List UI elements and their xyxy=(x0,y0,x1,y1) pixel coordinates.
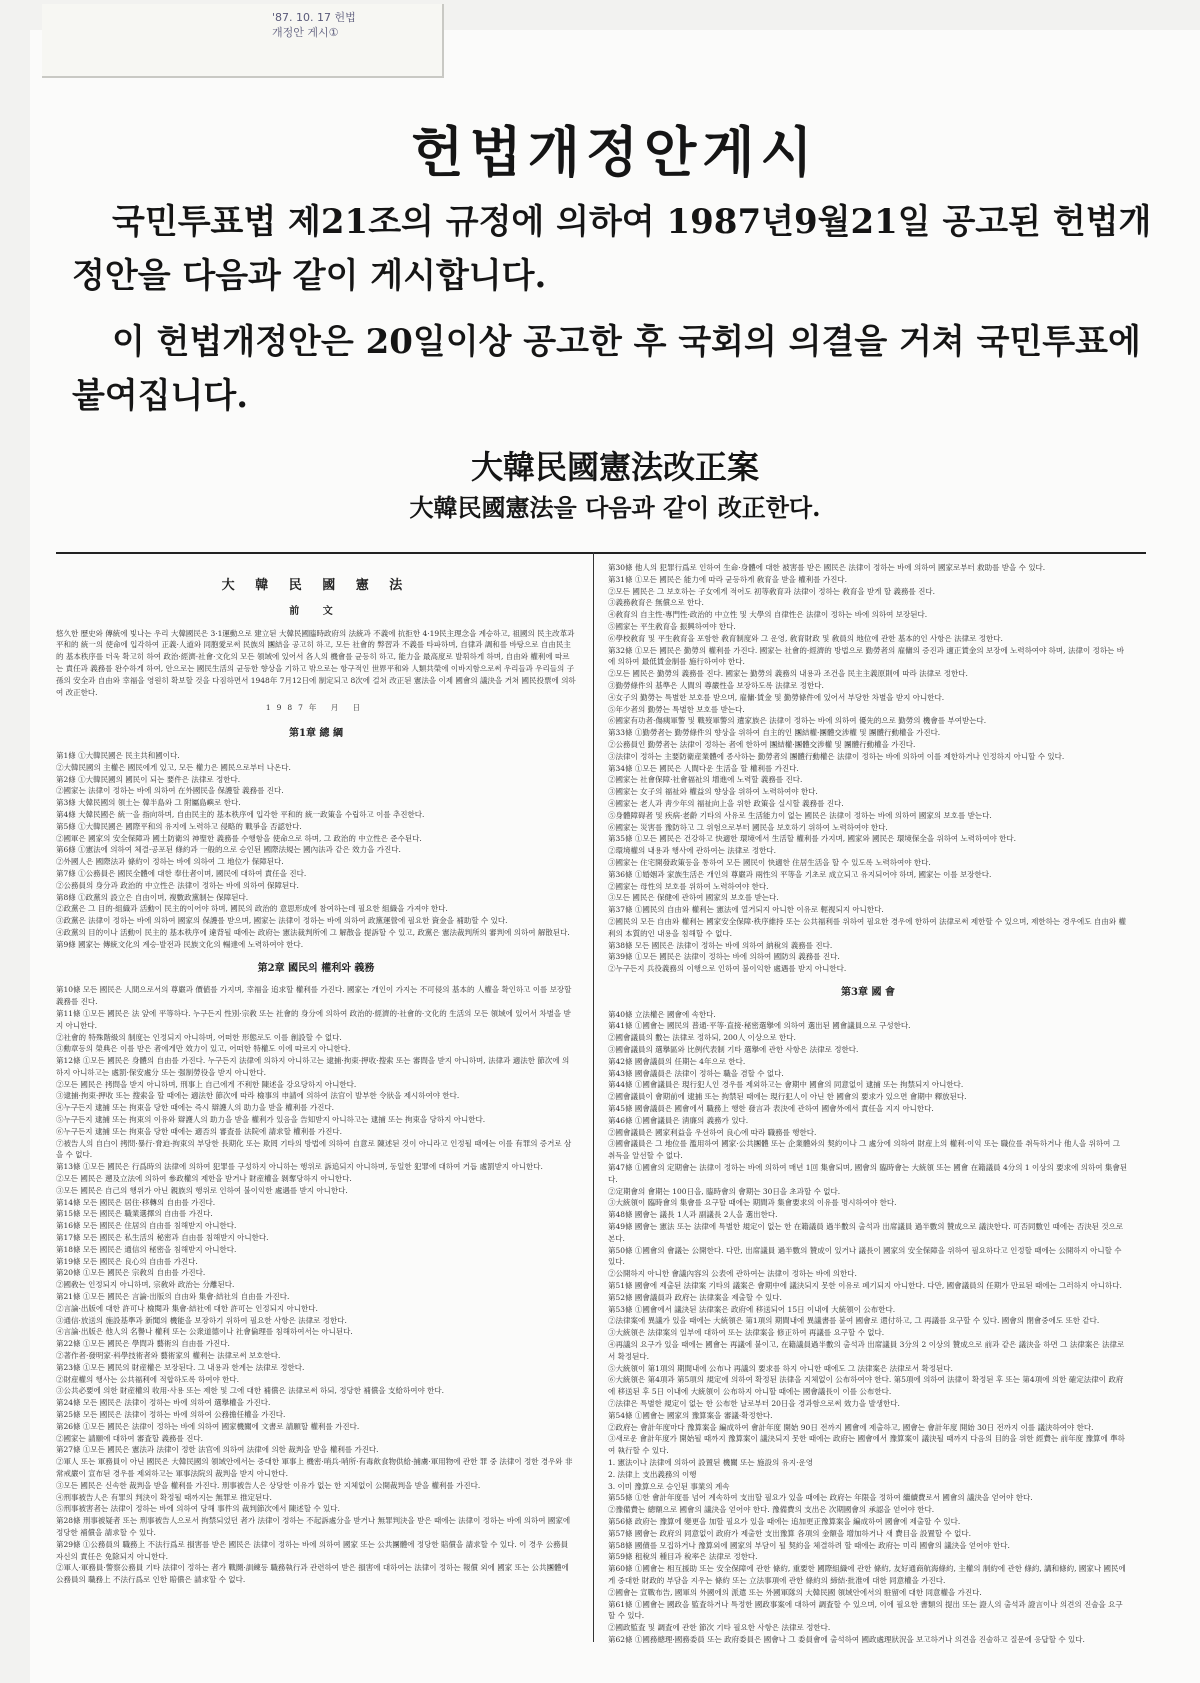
article-paragraph: ②國會議員의 數는 法律로 정하되, 200人 이상으로 한다. xyxy=(608,1033,796,1043)
article-paragraph: 第54條 ①國會는 國家의 豫算案을 審議·확정한다. xyxy=(608,1410,773,1420)
article-paragraph: ⑤身體障碍者 및 疾病·老齡 기타의 사유로 生活能力이 없는 國民은 法律이 정하는 바에 의하여 國家의 보호를 받는다. xyxy=(608,810,992,820)
article-paragraph: 第22條 ①모든 國民은 學問과 藝術의 自由를 가진다. xyxy=(56,1339,230,1349)
article-paragraph: 第39條 ①모든 國民은 法律이 정하는 바에 의하여 國防의 義務를 진다. xyxy=(608,952,840,962)
article-paragraph: 第35條 ①모든 國民은 건강하고 快適한 環境에서 生活할 權利를 가지며, 國家와 國民은 環境保全을 위하여 노력하여야 한다. xyxy=(608,834,1017,844)
article-paragraph: 第17條 모든 國民은 私生活의 秘密과 自由를 침해받지 아니한다. xyxy=(56,1233,269,1243)
article-paragraph: 第40條 立法權은 國會에 속한다. xyxy=(608,1009,716,1019)
article-paragraph: 第7條 ①公務員은 國民全體에 대한 奉仕者이며, 國民에 대하여 責任을 진다. xyxy=(56,868,307,878)
article-paragraph: ②外國人은 國際法과 條約이 정하는 바에 의하여 그 地位가 保障된다. xyxy=(56,857,284,867)
article-paragraph: 第20條 ①모든 國民은 宗敎의 自由를 가진다. xyxy=(56,1268,206,1278)
article-paragraph: 第44條 ①國會議員은 現行犯人인 경우를 제외하고는 會期中 國會의 同意없이 逮捕 또는 拘禁되지 아니한다. xyxy=(608,1080,964,1090)
article-paragraph: ②國家는 社會保障·社會福祉의 增進에 노력할 義務를 진다. xyxy=(608,775,803,785)
left-column xyxy=(56,562,576,1637)
page-title: 헌법개정안게시 xyxy=(411,120,819,184)
article-paragraph: ②모든 國民은 勤勞의 義務를 진다. 國家는 勤勞의 義務의 내용과 조건을 民主主義原則에 따라 法律로 정한다. xyxy=(608,669,968,679)
article-paragraph: 第47條 ①國會의 定期會는 法律이 정하는 바에 의하여 매년 1回 集會되며, 國會의 臨時會는 大統領 또는 國會 在籍議員 4分의 1 이상의 要求에 의하여 集會된다. xyxy=(608,1163,1128,1184)
article-paragraph: ②軍人·軍務員·警察公務員 기타 法律이 정하는 者가 戰鬪·訓練등 職務執行과 관련하여 받은 損害에 대하여는 法律이 정하는 報償 외에 國家 또는 公共團體에 公務員의 職務上 不法行爲로 인한 賠償은 請求할 수 없다. xyxy=(56,1563,569,1585)
article-paragraph: ③모든 國民은 保健에 관하여 國家의 보호를 받는다. xyxy=(608,893,779,903)
article-paragraph: 第23條 ①모든 國民의 財産權은 보장된다. 그 내용과 한계는 法律로 정한다. xyxy=(56,1362,305,1372)
article-paragraph: 第5條 ①大韓民國은 國際平和의 유지에 노력하고 侵略的 戰爭을 否認한다. xyxy=(56,821,302,831)
article-paragraph: 第53條 ①國會에서 議決된 法律案은 政府에 移送되어 15日 이내에 大統領이 公布한다. xyxy=(608,1304,896,1314)
article-paragraph: ④再議의 요구가 있을 때에는 國會는 再議에 붙이고, 在籍議員過半數의 출석과 出席議員 3分의 2 이상의 贊成으로 前과 같은 議決을 하면 그 法律案은 法律로서 확정된다. xyxy=(608,1340,1125,1361)
article-paragraph: 第8條 ①政黨의 設立은 自由이며, 複數政黨制는 保障된다. xyxy=(56,892,249,902)
article-list xyxy=(56,984,576,1586)
article-paragraph: ②豫備費는 總額으로 國會의 議決을 얻어야 한다. 豫備費의 支出은 次期國會의 承認을 얻어야 한다. xyxy=(608,1505,935,1515)
article-paragraph: ②모든 國民은 그 보호하는 子女에게 적어도 初等敎育과 法律이 정하는 敎育을 받게 할 義務를 진다. xyxy=(608,586,935,596)
article-paragraph: ③國家는 住宅開發政策등을 통하여 모든 國民이 快適한 住居生活을 할 수 있도록 노력하여야 한다. xyxy=(608,857,931,867)
article-paragraph: 第16條 모든 國民은 住居의 自由를 침해받지 아니한다. xyxy=(56,1221,237,1231)
article-paragraph: 第43條 國會議員은 法律이 정하는 職을 겸할 수 없다. xyxy=(608,1068,784,1078)
amendment-subtitle: 大韓民國憲法을 다음과 같이 改正한다. xyxy=(409,493,821,522)
article-paragraph: ③逮捕·拘束·押收 또는 搜索을 할 때에는 適法한 節次에 따라 檢事의 申請에 의하여 法官이 발부한 令狀을 제시하여야 한다. xyxy=(56,1091,460,1101)
article-paragraph: 第61條 ①國會는 國政을 監査하거나 특정한 國政事案에 대하여 調査할 수 있으며, 이에 필요한 書類의 提出 또는 證人의 출석과 證言이나 의견의 진술을 요구할 수 있다. xyxy=(608,1599,1123,1621)
article-paragraph: ③모든 國民은 신속한 裁判을 받을 權利를 가진다. 刑事被告人은 상당한 이유가 없는 한 지체없이 公開裁判을 받을 權利를 가진다. xyxy=(56,1480,481,1490)
article-paragraph: 3. 이미 豫算으로 승인된 事業의 계속 xyxy=(608,1481,730,1491)
article-paragraph: 第18條 모든 國民은 通信의 秘密을 침해받지 아니한다. xyxy=(56,1244,237,1254)
preamble-text: 悠久한 歷史와 傳統에 빛나는 우리 大韓國民은 3·1運動으로 建立된 大韓民國臨時政府의 法統과 不義에 抗拒한 4·19民主理念을 계승하고, 祖國의 民主改革과 平和的 統一의 使命에 입각하여 正義·人道와 同胞愛로써 民族의 團結을 공고히 하고, 모든 社會的 弊習과 不義를 타파하며, 自律과 調和를 바탕으로 自由民主的 基本秩序를 더욱 확고히 하여 政治·經濟·社會·文化의 모든 領域에 있어서 各人의 機會를 균등히 하고, 能力을 最高度로 발휘하게 하며, 自由와 權利에 따르는 責任과 義務를 완수하게 하여, 안으로는 國民生活의 균등한 향상을 기하고 밖으로는 항구적인 世界平和와 人類共榮에 이바지함으로써 우리들과 우리들의 子孫의 安全과 自由와 幸福을 영원히 확보할 것을 다짐하면서 1948年 7月12日에 制定되고 8次에 걸쳐 改正된 憲法을 이제 國會의 議決을 거쳐 國民投票에 의하여 改正한다. xyxy=(56,628,576,697)
article-paragraph: 第46條 ①國會議員은 淸廉의 義務가 있다. xyxy=(608,1115,749,1125)
article-paragraph: ③새로운 會計年度가 開始될 때까지 豫算案이 議決되지 못한 때에는 政府는 國會에서 豫算案이 議決될 때까지 다음의 目的을 위한 經費는 前年度 豫算에 準하여 執行할 수 있다. xyxy=(608,1434,1125,1456)
article-list xyxy=(608,1009,1128,1646)
chapter-heading: 第3章 國 會 xyxy=(841,986,895,998)
law-title: 大 韓 民 國 憲 法 xyxy=(221,578,411,593)
article-paragraph: 第31條 ①모든 國民은 能力에 따라 균등하게 敎育을 받을 權利를 가진다. xyxy=(608,574,848,584)
article-paragraph: 第26條 ①모든 國民은 法律이 정하는 바에 의하여 國家機關에 文書로 請願할 權利를 가진다. xyxy=(56,1421,360,1431)
article-paragraph: 第9條 國家는 傳統文化의 계승·발전과 民族文化의 暢達에 노력하여야 한다. xyxy=(56,939,304,949)
article-paragraph: ②著作者·發明家·科學技術者와 藝術家의 權利는 法律로써 보호한다. xyxy=(56,1351,281,1361)
chapter-heading: 第1章 總 綱 xyxy=(289,728,343,740)
article-paragraph: 第38條 모든 國民은 法律이 정하는 바에 의하여 納稅의 義務를 진다. xyxy=(608,940,833,950)
chapter-heading: 第2章 國民의 權利와 義務 xyxy=(257,962,375,974)
article-paragraph: ③義務敎育은 無償으로 한다. xyxy=(608,598,704,608)
article-paragraph: ②政黨은 그 目的·組織과 活動이 民主的이어야 하며, 國民의 政治的 意思形成에 참여하는데 필요한 組織을 가져야 한다. xyxy=(56,904,448,914)
article-paragraph: 第34條 ①모든 國民은 人間다운 生活을 할 權利를 가진다. xyxy=(608,763,799,773)
article-paragraph: 第41條 ①國會는 國民의 普通·平等·直接·秘密選擧에 의하여 選出된 國會議員으로 구성한다. xyxy=(608,1021,911,1031)
article-paragraph: 第33條 ①勤勞者는 勤勞條件의 향상을 위하여 自主的인 團結權·團體交涉權 및 團體行動權을 가진다. xyxy=(608,728,941,738)
archive-label-text: '87. 10. 17 헌법 개정안 게시① xyxy=(272,11,356,39)
article-paragraph: ②國政監査 및 調査에 관한 節次 기타 필요한 사항은 法律로 정한다. xyxy=(608,1623,831,1633)
article-paragraph: 第59條 租稅의 種目과 稅率은 法律로 정한다. xyxy=(608,1552,758,1562)
article-paragraph: 2. 法律上 支出義務의 이행 xyxy=(608,1469,697,1479)
article-paragraph: ③모든 國民은 自己의 행위가 아닌 親族의 행위로 인하여 불이익한 處遇를 받지 아니한다. xyxy=(56,1185,348,1195)
article-paragraph: ③通信·放送의 施設基準과 新聞의 機能을 보장하기 위하여 필요한 사항은 法律로 정한다. xyxy=(56,1315,347,1325)
article-paragraph: ⑤年少者의 勤勞는 특별한 보호를 받는다. xyxy=(608,704,745,714)
article-paragraph: 第1條 ①大韓民國은 民主共和國이다. xyxy=(56,750,180,760)
article-paragraph: ④言論·出版은 他人의 名譽나 權利 또는 公衆道德이나 社會倫理를 침해하여서는 아니된다. xyxy=(56,1327,353,1337)
article-paragraph: 第12條 ①모든 國民은 身體의 自由를 가진다. 누구든지 法律에 의하지 아니하고는 逮捕·拘束·押收·搜索 또는 審問을 받지 아니하며, 法律과 適法한 節次에 의하지 아니하고는 處罰·保安處分 또는 强制勞役을 받지 아니한다. xyxy=(56,1056,570,1077)
article-paragraph: 1. 憲法이나 法律에 의하여 設置된 機關 또는 施設의 유지·운영 xyxy=(608,1457,814,1467)
article-paragraph: 第51條 國會에 제출된 法律案 기타의 議案은 會期中에 議決되지 못한 이유로 폐기되지 아니한다. 다만, 國會議員의 任期가 만료된 때에는 그러하지 아니하다. xyxy=(608,1281,1122,1291)
article-list xyxy=(608,562,1128,975)
article-paragraph: ④國家는 老人과 靑少年의 福祉向上을 위한 政策을 실시할 義務를 진다. xyxy=(608,798,844,808)
article-paragraph: 第50條 ①國會의 會議는 公開한다. 다만, 出席議員 過半數의 贊成이 있거나 議長이 國家의 安全保障을 위하여 필요하다고 인정할 때에는 公開하지 아니할 수 있다. xyxy=(608,1245,1122,1267)
article-paragraph: ④敎育의 自主性·專門性·政治的 中立性 및 大學의 自律性은 法律이 정하는 바에 의하여 보장된다. xyxy=(608,610,928,620)
article-paragraph: 第56條 政府는 豫算에 變更을 加할 필요가 있을 때에는 追加更正豫算案을 編成하여 國會에 제출할 수 있다. xyxy=(608,1516,961,1526)
article-paragraph: ⑤大統領이 第1項의 期間내에 公布나 再議의 要求를 하지 아니한 때에도 그 法律案은 法律로서 확정된다. xyxy=(608,1363,953,1373)
article-paragraph: ⑤國家는 平生敎育을 振興하여야 한다. xyxy=(608,621,736,631)
article-paragraph: ②國民의 모든 自由와 權利는 國家安全保障·秩序維持 또는 公共福利를 위하여 필요한 경우에 한하여 法律로써 제한할 수 있으며, 제한하는 경우에도 自由와 權利의 本質的인 내용을 침해할 수 없다. xyxy=(608,916,1126,938)
article-paragraph: 第58條 國債를 모집하거나 豫算외에 國家의 부담이 될 契約을 체결하려 할 때에는 政府는 미리 國會의 議決을 얻어야 한다. xyxy=(608,1540,1010,1550)
article-paragraph: ⑦法律은 특별한 規定이 없는 한 公布한 날로부터 20日을 경과함으로써 效力을 발생한다. xyxy=(608,1398,900,1408)
article-paragraph: 第4條 大韓民國은 統一을 指向하며, 自由民主的 基本秩序에 입각한 平和的 統一政策을 수립하고 이를 추진한다. xyxy=(56,809,425,819)
amendment-title: 大韓民國憲法改正案 xyxy=(470,448,759,486)
article-paragraph: 第27條 ①모든 國民은 憲法과 法律이 정한 法官에 의하여 法律에 의한 裁判을 받을 權利를 가진다. xyxy=(56,1445,379,1455)
article-paragraph: 第62條 ①國務總理·國務委員 또는 政府委員은 國會나 그 委員會에 출석하여 國政處理狀況을 보고하거나 의견을 진술하고 질문에 응답할 수 있다. xyxy=(608,1634,1085,1644)
article-paragraph: ②財産權의 행사는 公共福利에 적합하도록 하여야 한다. xyxy=(56,1374,239,1384)
article-paragraph: 第25條 모든 國民은 法律이 정하는 바에 의하여 公務擔任權을 가진다. xyxy=(56,1410,286,1419)
article-paragraph: ③大統領이 臨時會의 集會를 요구할 때에는 期間과 集會要求의 이유를 명시하여야 한다. xyxy=(608,1198,897,1208)
column-divider xyxy=(593,552,594,1642)
article-paragraph: ⑥國家는 災害를 豫防하고 그 위험으로부터 國民을 보호하기 위하여 노력하여야 한다. xyxy=(608,822,888,832)
article-paragraph: 第57條 國會는 政府의 同意없이 政府가 제출한 支出豫算 各項의 金額을 增加하거나 새 費目을 設置할 수 없다. xyxy=(608,1528,971,1538)
article-paragraph: ③勳章등의 榮典은 이를 받은 者에게만 效力이 있고, 어떠한 特權도 이에 따르지 아니한다. xyxy=(56,1044,351,1054)
article-paragraph: 第42條 國會議員의 任期는 4年으로 한다. xyxy=(608,1056,746,1066)
article-paragraph: 第28條 刑事被疑者 또는 刑事被告人으로서 拘禁되었던 者가 法律이 정하는 不起訴處分을 받거나 無罪判決을 받은 때에는 法律이 정하는 바에 의하여 國家에 정당한 補償을 請求할 수 있다. xyxy=(56,1516,571,1537)
preamble-heading: 前 文 xyxy=(289,605,343,617)
article-paragraph: 第49條 國會는 憲法 또는 法律에 특별한 規定이 없는 한 在籍議員 過半數의 출석과 出席議員 過半數의 贊成으로 議決한다. 可否同數인 때에는 否決된 것으로 본다. xyxy=(608,1222,1124,1243)
article-paragraph: 第3條 大韓民國의 領土는 韓半島와 그 附屬島嶼로 한다. xyxy=(56,798,241,808)
article-paragraph: ③勤勞條件의 基準은 人間의 尊嚴性을 보장하도록 法律로 정한다. xyxy=(608,680,824,690)
article-paragraph: 第13條 ①모든 國民은 行爲時의 法律에 의하여 犯罪를 구성하지 아니하는 행위로 訴追되지 아니하며, 동일한 犯罪에 대하여 거듭 處罰받지 아니한다. xyxy=(56,1162,543,1172)
article-paragraph: 第6條 ①憲法에 의하여 체결·공포된 條約과 一般的으로 승인된 國際法規는 國內法과 같은 效力을 가진다. xyxy=(56,845,401,855)
notice-paragraph-1: 국민투표법 제21조의 규정에 의하여 1987년9월21일 공고된 헌법개정안을 다음과 같이 게시합니다. xyxy=(72,202,1152,296)
notice-poster xyxy=(30,11,1200,1683)
article-paragraph: 第60條 ①國會는 相互援助 또는 安全保障에 관한 條約, 重要한 國際組織에 관한 條約, 友好通商航海條約, 主權의 制約에 관한 條約, 講和條約, 國家나 國民에게 중대한 財政的 부담을 지우는 條約 또는 立法事項에 관한 條約의 締結·批准에 대한 同意權을 가진다. xyxy=(608,1564,1126,1585)
article-paragraph: 第30條 他人의 犯罪行爲로 인하여 生命·身體에 대한 被害를 받은 國民은 法律이 정하는 바에 의하여 國家로부터 救助를 받을 수 있다. xyxy=(608,563,1046,572)
article-paragraph: ②國會議員이 會期前에 逮捕 또는 拘禁된 때에는 現行犯人이 아닌 한 國會의 要求가 있으면 會期中 釋放된다. xyxy=(608,1092,967,1102)
article-paragraph: ③國家는 女子의 福祉와 權益의 향상을 위하여 노력하여야 한다. xyxy=(608,787,818,797)
article-paragraph: ③政黨은 法律이 정하는 바에 의하여 國家의 保護를 받으며, 國家는 法律이 정하는 바에 의하여 政黨運營에 필요한 資金을 補助할 수 있다. xyxy=(56,916,508,926)
article-paragraph: ②國家는 請願에 대하여 審査할 義務를 진다. xyxy=(56,1433,204,1443)
article-paragraph: ②軍人 또는 軍務員이 아닌 國民은 大韓民國의 領域안에서는 중대한 軍事上 機密·哨兵·哨所·有毒飮食物供給·捕虜·軍用物에 관한 罪 중 法律이 정한 경우와 非常戒嚴이 宣布된 경우를 제외하고는 軍事法院의 裁判을 받지 아니한다. xyxy=(56,1457,573,1478)
article-paragraph: ②法律案에 異議가 있을 때에는 大統領은 第1項의 期間내에 異議書를 붙여 國會로 還付하고, 그 再議를 요구할 수 있다. 國會의 閉會중에도 또한 같다. xyxy=(608,1316,1100,1326)
article-paragraph: 第37條 ①國民의 自由와 權利는 憲法에 열거되지 아니한 이유로 輕視되지 아니한다. xyxy=(608,905,884,915)
notice-paragraph-2: 이 헌법개정안은 20일이상 공고한 후 국회의 의결을 거쳐 국민투표에 붙여집니다. xyxy=(72,322,1141,416)
article-paragraph: ⑥大統領은 第4項과 第5項의 規定에 의하여 확정된 法律을 지체없이 公布하여야 한다. 第5項에 의하여 法律이 확정된 후 또는 第4項에 의한 確定法律이 政府에 移送된 후 5日 이내에 大統領이 公布하지 아니할 때에는 國會議長이 이를 公布한다. xyxy=(608,1375,1124,1397)
article-paragraph: ④누구든지 逮捕 또는 拘束을 당한 때에는 즉시 辯護人의 助力을 받을 權利를 가진다. xyxy=(56,1103,334,1113)
article-paragraph: ③法律이 정하는 主要防衛産業體에 종사하는 勤勞者의 團體行動權은 法律이 정하는 바에 의하여 이를 제한하거나 인정하지 아니할 수 있다. xyxy=(608,751,1065,761)
article-paragraph: ⑥누구든지 逮捕 또는 拘束을 당한 때에는 適否의 審査를 法院에 請求할 權利를 가진다. xyxy=(56,1126,343,1136)
article-paragraph: ②國會議員은 國家利益을 우선하여 良心에 따라 職務를 행한다. xyxy=(608,1127,817,1137)
article-paragraph: ②國家는 法律이 정하는 바에 의하여 在外國民을 保護할 義務를 진다. xyxy=(56,786,284,796)
article-paragraph: ②모든 國民은 遡及立法에 의하여 參政權의 제한을 받거나 財産權을 剝奪당하지 아니한다. xyxy=(56,1174,352,1184)
horizontal-divider xyxy=(56,552,1146,554)
article-paragraph: ⑥國家有功者·傷痍軍警 및 戰歿軍警의 遺家族은 法律이 정하는 바에 의하여 優先的으로 勤勞의 機會를 부여받는다. xyxy=(608,716,987,726)
article-paragraph: ③大統領은 法律案의 일부에 대하여 또는 法律案을 修正하여 再議를 요구할 수 없다. xyxy=(608,1328,885,1338)
article-paragraph: ③國會議員의 選擧區와 比例代表制 기타 選擧에 관한 사항은 法律로 정한다. xyxy=(608,1045,859,1055)
article-paragraph: ⑥學校敎育 및 平生敎育을 포함한 敎育制度와 그 운영, 敎育財政 및 敎員의 地位에 관한 基本的인 사항은 法律로 정한다. xyxy=(608,633,1003,643)
article-paragraph: 第21條 ①모든 國民은 言論·出版의 自由와 集會·結社의 自由를 가진다. xyxy=(56,1292,290,1302)
article-paragraph: ②公務員인 勤勞者는 法律이 정하는 者에 한하여 團結權·團體交涉權 및 團體行動權을 가진다. xyxy=(608,739,916,749)
archive-label-slip xyxy=(42,4,444,78)
article-paragraph: 第55條 ①한 會計年度를 넘어 계속하여 支出할 필요가 있을 때에는 政府는 年限을 정하여 繼續費로서 國會의 議決을 얻어야 한다. xyxy=(608,1493,1033,1503)
article-paragraph: ②國家는 母性의 보호를 위하여 노력하여야 한다. xyxy=(608,881,769,891)
article-paragraph: ②公務員의 身分과 政治的 中立性은 法律이 정하는 바에 의하여 保障된다. xyxy=(56,880,299,890)
article-paragraph: ④女子의 勤勞는 특별한 보호를 받으며, 雇傭·賃金 및 勤勞條件에 있어서 부당한 차별을 받지 아니한다. xyxy=(608,692,945,702)
article-paragraph: 第45條 國會議員은 國會에서 職務上 행한 發言과 表決에 관하여 國會外에서 責任을 지지 아니한다. xyxy=(608,1104,934,1114)
enactment-date: 1987年 月 日 xyxy=(265,703,367,713)
article-paragraph: ②環境權의 내용과 행사에 관하여는 法律로 정한다. xyxy=(608,846,776,856)
article-paragraph: 第11條 ①모든 國民은 法 앞에 平等하다. 누구든지 性別·宗敎 또는 社會的 身分에 의하여 政治的·經濟的·社會的·文化的 生活의 모든 領域에 있어서 차별을 받지 아니한다. xyxy=(56,1008,571,1030)
article-paragraph: ⑦被告人의 自白이 拷問·暴行·脅迫·拘束의 부당한 長期化 또는 欺罔 기타의 방법에 의하여 自意로 陳述된 것이 아니라고 인정될 때에는 이를 有罪의 증거로 삼을 수 없다. xyxy=(56,1138,572,1160)
article-paragraph: ②社會的 特殊階級의 制度는 인정되지 아니하며, 어떠한 形態로도 이를 創設할 수 없다. xyxy=(56,1032,342,1042)
article-paragraph: 第15條 모든 國民은 職業選擇의 自由를 가진다. xyxy=(56,1209,213,1219)
article-paragraph: ②國軍은 國家의 安全保障과 國土防衛의 神聖한 義務를 수행함을 使命으로 하며, 그 政治的 中立性은 준수된다. xyxy=(56,833,422,843)
article-paragraph: ②國敎는 인정되지 아니하며, 宗敎와 政治는 分離된다. xyxy=(56,1280,235,1290)
article-paragraph: ②定期會의 會期는 100日을, 臨時會의 會期는 30日을 초과할 수 없다. xyxy=(608,1186,841,1196)
article-paragraph: 第24條 모든 國民은 法律이 정하는 바에 의하여 選擧權을 가진다. xyxy=(56,1398,271,1408)
article-paragraph: 第2條 ①大韓民國의 國民이 되는 要件은 法律로 정한다. xyxy=(56,774,241,784)
article-paragraph: 第14條 모든 國民은 居住·移轉의 自由를 가진다. xyxy=(56,1197,216,1207)
article-paragraph: ④政黨의 目的이나 活動이 民主的 基本秩序에 違背될 때에는 政府는 憲法裁判所에 그 解散을 提訴할 수 있고, 政黨은 憲法裁判所의 審判에 의하여 解散된다. xyxy=(56,927,570,937)
article-list xyxy=(56,750,576,951)
article-paragraph: 第48條 國會는 議長 1人과 副議長 2人을 選出한다. xyxy=(608,1210,778,1220)
article-paragraph: ⑤刑事被害者는 法律이 정하는 바에 의하여 당해 事件의 裁判節次에서 陳述할 수 있다. xyxy=(56,1504,340,1514)
article-paragraph: 第52條 國會議員과 政府는 法律案을 제출할 수 있다. xyxy=(608,1292,782,1302)
article-paragraph: ⑤누구든지 逮捕 또는 拘束의 이유와 辯護人의 助力을 받을 權利가 있음을 告知받지 아니하고는 逮捕 또는 拘束을 당하지 아니한다. xyxy=(56,1115,486,1125)
article-paragraph: ②國會는 宣戰布告, 國軍의 外國에의 派遣 또는 外國軍隊의 大韓民國 領域안에서의 駐留에 대한 同意權을 가진다. xyxy=(608,1587,982,1597)
article-paragraph: ②政府는 會計年度마다 豫算案을 編成하여 會計年度 開始 90日 전까지 國會에 제출하고, 國會는 會計年度 開始 30日 전까지 이를 議決하여야 한다. xyxy=(608,1422,1094,1432)
article-paragraph: ②公開하지 아니한 會議內容의 公表에 관하여는 法律이 정하는 바에 의한다. xyxy=(608,1269,857,1279)
article-paragraph: 第29條 ①公務員의 職務上 不法行爲로 損害를 받은 國民은 法律이 정하는 바에 의하여 國家 또는 公共團體에 정당한 賠償을 請求할 수 있다. 이 경우 公務員 자신의 責任은 免除되지 아니한다. xyxy=(56,1539,569,1561)
article-paragraph: ②모든 國民은 拷問을 받지 아니하며, 刑事上 自己에게 不利한 陳述을 강요당하지 아니한다. xyxy=(56,1079,357,1089)
article-paragraph: ②言論·出版에 대한 許可나 檢閱과 集會·結社에 대한 許可는 인정되지 아니한다. xyxy=(56,1303,318,1313)
article-paragraph: 第32條 ①모든 國民은 勤勞의 權利를 가진다. 國家는 社會的·經濟的 방법으로 勤勞者의 雇傭의 증진과 適正賃金의 보장에 노력하여야 하며, 法律이 정하는 바에 의하여 最低賃金制를 施行하여야 한다. xyxy=(608,645,1124,667)
article-paragraph: ③國會議員은 그 地位를 濫用하여 國家·公共團體 또는 企業體와의 契約이나 그 處分에 의하여 財産上의 權利·이익 또는 職位를 취득하거나 他人을 위하여 그 취득을 알선할 수 없다. xyxy=(608,1139,1121,1161)
article-paragraph: ②大韓民國의 主權은 國民에게 있고, 모든 權力은 國民으로부터 나온다. xyxy=(56,762,291,772)
article-paragraph: 第10條 모든 國民은 人間으로서의 尊嚴과 價値를 가지며, 幸福을 追求할 權利를 가진다. 國家는 개인이 가지는 不可侵의 基本的 人權을 확인하고 이를 보장할 義務를 진다. xyxy=(56,985,572,1007)
article-paragraph: 第36條 ①婚姻과 家族生活은 개인의 尊嚴과 兩性의 平等을 기초로 成立되고 유지되어야 하며, 國家는 이를 보장한다. xyxy=(608,869,992,879)
article-paragraph: 第19條 모든 國民은 良心의 自由를 가진다. xyxy=(56,1256,198,1266)
right-column xyxy=(608,562,1128,1644)
article-paragraph: ④刑事被告人은 有罪의 判決이 확정될 때까지는 無罪로 推定된다. xyxy=(56,1492,272,1502)
article-paragraph: ②누구든지 兵役義務의 이행으로 인하여 불이익한 處遇를 받지 아니한다. xyxy=(608,964,847,974)
article-paragraph: ③公共必要에 의한 財産權의 收用·사용 또는 제한 및 그에 대한 補償은 法律로써 하되, 정당한 補償을 支給하여야 한다. xyxy=(56,1386,445,1396)
